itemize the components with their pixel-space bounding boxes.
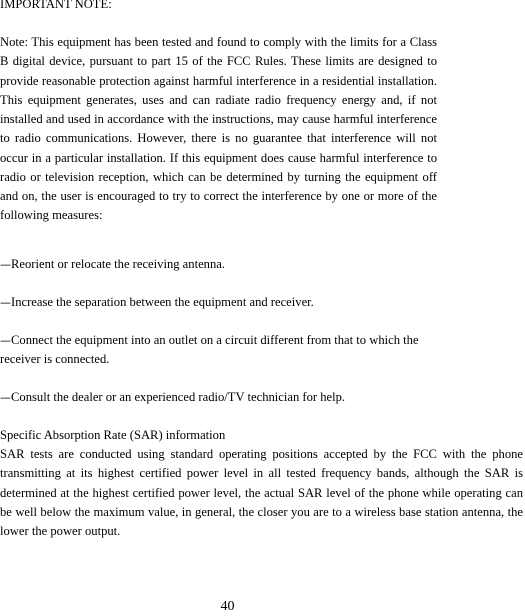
dash-bullet: —: [0, 391, 11, 404]
measure-item: [0, 255, 437, 274]
measure-item: [0, 388, 437, 407]
dash-bullet: —: [0, 334, 11, 347]
dash-bullet: —: [0, 296, 11, 309]
important-note-heading: IMPORTANT NOTE:: [0, 0, 112, 11]
page-number: 40: [220, 599, 235, 614]
measure-item: [0, 293, 437, 312]
measure-text: Consult the dealer or an experienced radio/TV technician for help.: [11, 390, 346, 404]
dash-bullet: —: [0, 258, 11, 271]
measure-item: [0, 331, 437, 370]
measure-text: Connect the equipment into an outlet on a circuit different from that to which the receiver is connected.: [0, 333, 419, 367]
measure-text: Increase the separation between the equipment and receiver.: [11, 295, 314, 309]
fcc-compliance-note: Note: This equipment has been tested and found to comply with the limits for a Class B digital device, pursuant to part 15 of the FCC Rules. These limits are designed to provide reasonable protection against harmful interference in a residential installation. This equipment generates, uses and can radiate radio frequency energy and, if not installed and used in accordance with the instructions, may cause harmful interference to radio communications. However, there is no guarantee that interference will not occur in a particular installation. If this equipment does cause harmful interference to radio or television reception, which can be determined by turning the equipment off and on, the user is encouraged to try to correct the interference by one or more of the following measures:: [0, 35, 437, 223]
sar-section-title: Specific Absorption Rate (SAR) information: [0, 428, 226, 442]
measure-text: Reorient or relocate the receiving antenna.: [11, 257, 225, 271]
sar-information-text: SAR tests are conducted using standard operating positions accepted by the FCC with the phone transmitting at its highest certified power level in all tested frequency bands, although the SAR is determined at the highest certified power level, the actual SAR level of the phone while operating can be well below the maximum value, in general, the closer you are to a wireless base station antenna, the lower the power output.: [0, 447, 523, 538]
